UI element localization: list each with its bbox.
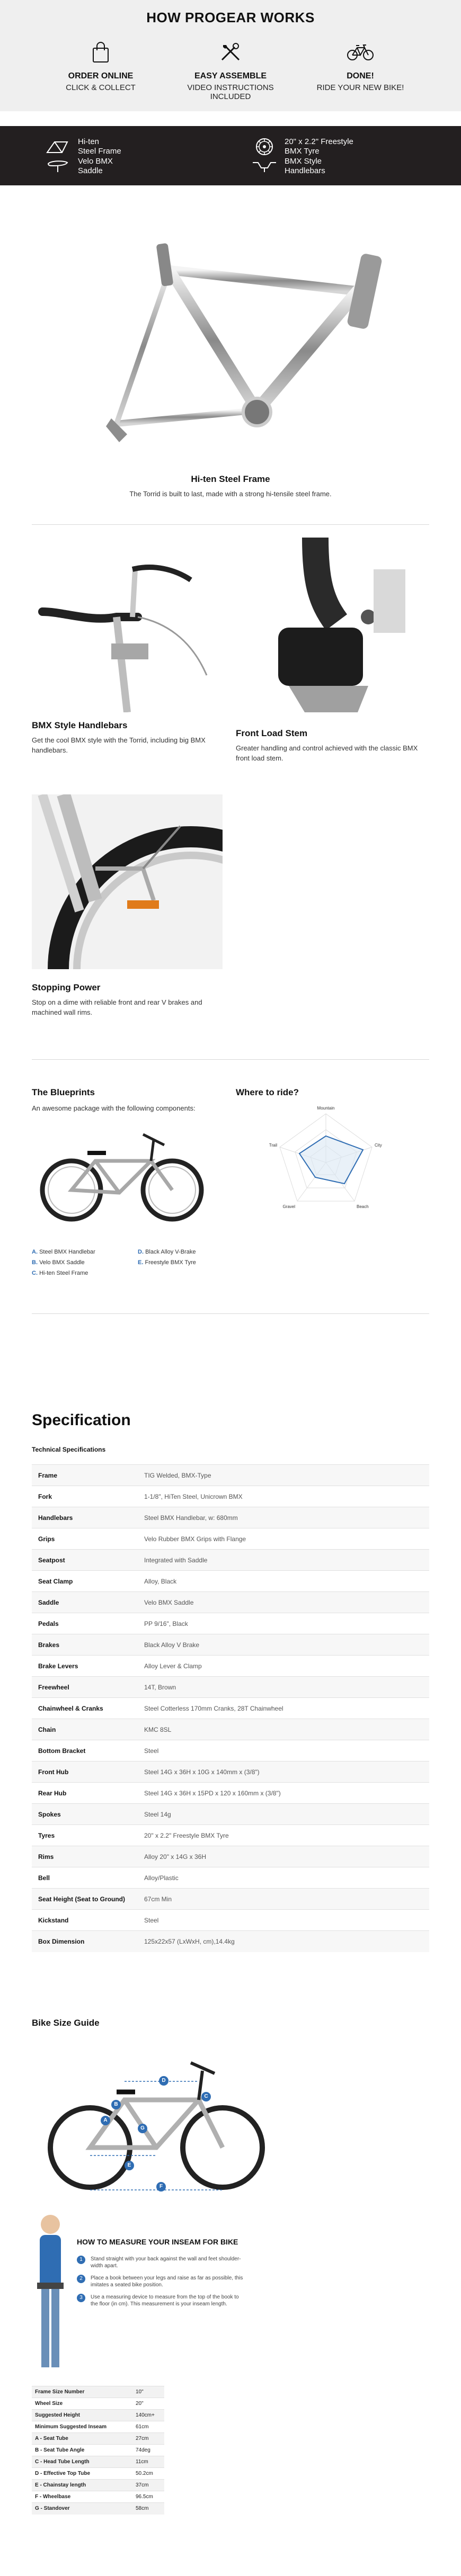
spec-value: Steel Cotterless 170mm Cranks, 28T Chainwheel bbox=[138, 1698, 429, 1719]
size-key: B - Seat Tube Angle bbox=[32, 2445, 132, 2456]
spec-value: Velo BMX Saddle bbox=[138, 1592, 429, 1613]
spec-value: Integrated with Saddle bbox=[138, 1550, 429, 1571]
spec-row bbox=[32, 1571, 429, 1592]
handlebar-icon bbox=[252, 159, 277, 173]
feature-line: Saddle bbox=[78, 166, 103, 175]
spec-value: 20" x 2.2" Freestyle BMX Tyre bbox=[138, 1825, 429, 1846]
stopping-title: Stopping Power bbox=[32, 982, 101, 992]
step-number-1: 1 bbox=[77, 2256, 85, 2264]
measure-instructions bbox=[77, 2238, 246, 2313]
spec-row bbox=[32, 1507, 429, 1528]
legend-text: Black Alloy V-Brake bbox=[145, 1249, 196, 1255]
stopping-text: Stop on a dime with reliable front and rear V brakes and machined wall rims. bbox=[32, 998, 202, 1016]
stem-image bbox=[236, 538, 429, 712]
spec-value: Black Alloy V Brake bbox=[138, 1634, 429, 1656]
size-row bbox=[32, 2480, 164, 2491]
ride-radar-area bbox=[299, 1136, 363, 1184]
spec-row bbox=[32, 1528, 429, 1550]
step-number-2: 2 bbox=[77, 2275, 85, 2283]
spec-row bbox=[32, 1592, 429, 1613]
spec-row bbox=[32, 1783, 429, 1804]
size-marker: G bbox=[138, 2124, 147, 2133]
spec-row bbox=[32, 1740, 429, 1761]
radar-axis-mountain: Mountain bbox=[317, 1106, 335, 1111]
step-title: EASY ASSEMBLE bbox=[194, 71, 267, 80]
spec-key: Chain bbox=[32, 1719, 138, 1740]
spec-value: Velo Rubber BMX Grips with Flange bbox=[138, 1528, 429, 1550]
size-key: Minimum Suggested Inseam bbox=[32, 2421, 132, 2433]
how-it-works-section bbox=[0, 0, 461, 111]
size-value: 27cm bbox=[132, 2433, 164, 2445]
spec-value: 67cm Min bbox=[138, 1889, 429, 1910]
measure-figure bbox=[32, 2208, 69, 2378]
legend-text: Steel BMX Handlebar bbox=[39, 1249, 95, 1255]
spec-key: Spokes bbox=[32, 1804, 138, 1825]
step-subtitle: CLICK & COLLECT bbox=[66, 83, 136, 92]
blueprints-text: An awesome package with the following components: bbox=[32, 1104, 196, 1112]
spec-row bbox=[32, 1867, 429, 1889]
where-to-ride-section bbox=[236, 1087, 429, 1209]
spec-key: Frame bbox=[32, 1465, 138, 1486]
size-key: Wheel Size bbox=[32, 2398, 132, 2410]
measure-step bbox=[77, 2294, 246, 2307]
step-title: ORDER ONLINE bbox=[68, 71, 134, 80]
measure-step bbox=[77, 2256, 246, 2269]
spec-key: Handlebars bbox=[32, 1507, 138, 1528]
size-key: E - Chainstay length bbox=[32, 2480, 132, 2491]
handlebars-caption bbox=[32, 720, 223, 755]
size-value: 11cm bbox=[132, 2456, 164, 2468]
spec-value: 1-1/8", HiTen Steel, Unicrown BMX bbox=[138, 1486, 429, 1507]
frame-caption bbox=[0, 474, 461, 499]
size-row bbox=[32, 2491, 164, 2503]
blueprints-title: The Blueprints bbox=[32, 1087, 95, 1097]
measure-step-text: Place a book between your legs and raise as far as possible, this imitates a seated bike position. bbox=[91, 2275, 243, 2288]
size-marker: D bbox=[159, 2076, 169, 2086]
spec-row bbox=[32, 1719, 429, 1740]
size-key: F - Wheelbase bbox=[32, 2491, 132, 2503]
feature-line: Hi-ten bbox=[78, 137, 100, 146]
blueprint-legend-e bbox=[138, 1259, 196, 1266]
spec-value: PP 9/16", Black bbox=[138, 1613, 429, 1634]
handlebars-text: Get the cool BMX style with the Torrid, including big BMX handlebars. bbox=[32, 736, 206, 754]
spec-value: Steel 14G x 36H x 15PD x 120 x 160mm x (3/8") bbox=[138, 1783, 429, 1804]
spec-row bbox=[32, 1698, 429, 1719]
spec-key: Brake Levers bbox=[32, 1656, 138, 1677]
step-title: DONE! bbox=[347, 71, 374, 80]
ride-radar-chart bbox=[257, 1103, 395, 1220]
how-it-works-title: HOW PROGEAR WORKS bbox=[146, 10, 315, 25]
spec-key: Rear Hub bbox=[32, 1783, 138, 1804]
feature-tyre bbox=[230, 137, 461, 156]
size-value: 20" bbox=[132, 2398, 164, 2410]
tyre-icon bbox=[252, 138, 277, 156]
spec-row bbox=[32, 1761, 429, 1783]
spec-row bbox=[32, 1677, 429, 1698]
radar-axis-trail: Trail bbox=[269, 1143, 277, 1148]
blueprint-legend-d bbox=[138, 1249, 196, 1255]
measure-title: HOW TO MEASURE YOUR INSEAM FOR BIKE bbox=[77, 2238, 238, 2246]
divider bbox=[32, 1313, 429, 1314]
spec-key: Front Hub bbox=[32, 1761, 138, 1783]
size-key: Suggested Height bbox=[32, 2410, 132, 2421]
frame-image bbox=[90, 233, 403, 455]
spec-value: Alloy Lever & Clamp bbox=[138, 1656, 429, 1677]
feature-line: Velo BMX bbox=[78, 156, 113, 166]
size-row bbox=[32, 2421, 164, 2433]
blueprints-section bbox=[32, 1087, 223, 1276]
features-bar bbox=[0, 126, 461, 185]
where-to-ride-title: Where to ride? bbox=[236, 1087, 299, 1097]
handlebars-title: BMX Style Handlebars bbox=[32, 720, 128, 730]
blueprint-legend-c bbox=[32, 1270, 88, 1276]
tools-icon bbox=[180, 41, 281, 64]
spec-row bbox=[32, 1465, 429, 1486]
stem-title: Front Load Stem bbox=[236, 728, 308, 738]
step-subtitle: RIDE YOUR NEW BIKE! bbox=[316, 83, 404, 92]
spec-row bbox=[32, 1486, 429, 1507]
radar-axis-gravel: Gravel bbox=[282, 1204, 295, 1209]
size-row bbox=[32, 2433, 164, 2445]
spec-key: Pedals bbox=[32, 1613, 138, 1634]
spec-row bbox=[32, 1656, 429, 1677]
feature-frame bbox=[0, 137, 230, 156]
size-row bbox=[32, 2410, 164, 2421]
spec-row bbox=[32, 1825, 429, 1846]
size-marker: B bbox=[111, 2100, 121, 2109]
size-value: 61cm bbox=[132, 2421, 164, 2433]
size-value: 10" bbox=[132, 2386, 164, 2398]
legend-text: Freestyle BMX Tyre bbox=[145, 1259, 196, 1266]
size-marker: E bbox=[125, 2161, 134, 2170]
spec-key: Chainwheel & Cranks bbox=[32, 1698, 138, 1719]
stem-caption bbox=[236, 728, 429, 763]
spec-key: Seat Clamp bbox=[32, 1571, 138, 1592]
size-row bbox=[32, 2503, 164, 2515]
spec-key: Grips bbox=[32, 1528, 138, 1550]
spec-value: KMC 8SL bbox=[138, 1719, 429, 1740]
frame-title: Hi-ten Steel Frame bbox=[191, 474, 270, 484]
size-guide-image bbox=[32, 2042, 276, 2195]
legend-text: Velo BMX Saddle bbox=[39, 1259, 85, 1266]
spec-value: Alloy 20" x 14G x 36H bbox=[138, 1846, 429, 1867]
spec-value: Alloy, Black bbox=[138, 1571, 429, 1592]
blueprint-legend-b bbox=[32, 1259, 85, 1266]
saddle-icon bbox=[45, 159, 70, 173]
feature-line: Handlebars bbox=[285, 166, 325, 175]
divider bbox=[32, 524, 429, 525]
feature-line: Steel Frame bbox=[78, 146, 121, 156]
spec-key: Seatpost bbox=[32, 1550, 138, 1571]
spec-subtitle: Technical Specifications bbox=[32, 1446, 106, 1453]
spec-row bbox=[32, 1846, 429, 1867]
bicycle-icon bbox=[310, 41, 411, 64]
size-value: 50.2cm bbox=[132, 2468, 164, 2480]
spec-key: Tyres bbox=[32, 1825, 138, 1846]
step-number-3: 3 bbox=[77, 2294, 85, 2302]
size-key: G - Standover bbox=[32, 2503, 132, 2515]
feature-saddle bbox=[0, 156, 230, 176]
spec-row bbox=[32, 1910, 429, 1931]
size-key: A - Seat Tube bbox=[32, 2433, 132, 2445]
brake-image bbox=[32, 794, 223, 969]
divider bbox=[32, 1059, 429, 1060]
feature-handlebars bbox=[230, 156, 461, 176]
legend-letter: C. bbox=[32, 1270, 38, 1276]
measure-step-text: Use a measuring device to measure from the top of the book to the floor (in cm). This measurement is your inseam length. bbox=[91, 2294, 239, 2307]
legend-letter: A. bbox=[32, 1249, 38, 1255]
size-guide-title: Bike Size Guide bbox=[32, 2018, 100, 2028]
size-key: C - Head Tube Length bbox=[32, 2456, 132, 2468]
frame-section bbox=[0, 185, 461, 1016]
spec-key: Seat Height (Seat to Ground) bbox=[32, 1889, 138, 1910]
step-order-online bbox=[50, 41, 151, 101]
spec-key: Box Dimension bbox=[32, 1931, 138, 1952]
size-key: Frame Size Number bbox=[32, 2386, 132, 2398]
measure-step bbox=[77, 2275, 246, 2288]
spec-row bbox=[32, 1613, 429, 1634]
frame-icon bbox=[45, 140, 70, 154]
spec-key: Brakes bbox=[32, 1634, 138, 1656]
spec-value: Alloy/Plastic bbox=[138, 1867, 429, 1889]
spec-value: 14T, Brown bbox=[138, 1677, 429, 1698]
shopping-bag-icon bbox=[50, 41, 151, 64]
size-key: D - Effective Top Tube bbox=[32, 2468, 132, 2480]
legend-letter: D. bbox=[138, 1249, 144, 1255]
spec-row bbox=[32, 1889, 429, 1910]
blueprint-bike-image bbox=[32, 1124, 212, 1224]
size-value: 58cm bbox=[132, 2503, 164, 2515]
size-marker: F bbox=[156, 2182, 166, 2192]
spec-value: Steel bbox=[138, 1910, 429, 1931]
stem-text: Greater handling and control achieved with the classic BMX front load stem. bbox=[236, 744, 418, 762]
size-value: 96.5cm bbox=[132, 2491, 164, 2503]
spec-value: Steel bbox=[138, 1740, 429, 1761]
size-value: 74deg bbox=[132, 2445, 164, 2456]
spec-row bbox=[32, 1634, 429, 1656]
spec-value: Steel 14g bbox=[138, 1804, 429, 1825]
spec-row bbox=[32, 1550, 429, 1571]
blueprint-legend-a bbox=[32, 1249, 95, 1255]
size-row bbox=[32, 2386, 164, 2398]
legend-letter: E. bbox=[138, 1259, 144, 1266]
feature-line: BMX Style bbox=[285, 156, 322, 166]
handlebars-image bbox=[32, 538, 223, 712]
size-row bbox=[32, 2456, 164, 2468]
step-done bbox=[310, 41, 411, 101]
measure-step-text: Stand straight with your back against the wall and feet shoulder-width apart. bbox=[91, 2256, 241, 2269]
spec-key: Rims bbox=[32, 1846, 138, 1867]
size-row bbox=[32, 2468, 164, 2480]
step-subtitle: VIDEO INSTRUCTIONS INCLUDED bbox=[187, 83, 274, 101]
spec-key: Kickstand bbox=[32, 1910, 138, 1931]
spec-key: Fork bbox=[32, 1486, 138, 1507]
radar-axis-city: City bbox=[375, 1143, 382, 1148]
radar-axis-beach: Beach bbox=[357, 1204, 369, 1209]
legend-text: Hi-ten Steel Frame bbox=[39, 1270, 88, 1276]
size-value: 37cm bbox=[132, 2480, 164, 2491]
spec-key: Bell bbox=[32, 1867, 138, 1889]
spec-key: Freewheel bbox=[32, 1677, 138, 1698]
spec-value: TIG Welded, BMX-Type bbox=[138, 1465, 429, 1486]
spec-row bbox=[32, 1931, 429, 1952]
size-marker: C bbox=[201, 2092, 211, 2101]
spec-key: Saddle bbox=[32, 1592, 138, 1613]
spec-value: Steel BMX Handlebar, w: 680mm bbox=[138, 1507, 429, 1528]
size-row bbox=[32, 2445, 164, 2456]
size-row bbox=[32, 2398, 164, 2410]
feature-line: BMX Tyre bbox=[285, 146, 320, 156]
step-easy-assemble bbox=[180, 41, 281, 101]
frame-text: The Torrid is built to last, made with a strong hi-tensile steel frame. bbox=[129, 490, 332, 498]
spec-row bbox=[32, 1804, 429, 1825]
spec-title: Specification bbox=[32, 1411, 131, 1429]
size-table bbox=[32, 2386, 164, 2515]
spec-value: Steel 14G x 36H x 10G x 140mm x (3/8") bbox=[138, 1761, 429, 1783]
size-value: 140cm+ bbox=[132, 2410, 164, 2421]
stopping-caption bbox=[32, 982, 223, 1017]
spec-key: Bottom Bracket bbox=[32, 1740, 138, 1761]
size-marker: A bbox=[101, 2116, 110, 2125]
feature-line: 20" x 2.2" Freestyle bbox=[285, 137, 353, 146]
spec-value: 125x22x57 (LxWxH, cm),14.4kg bbox=[138, 1931, 429, 1952]
spec-table bbox=[32, 1464, 429, 1952]
legend-letter: B. bbox=[32, 1259, 38, 1266]
